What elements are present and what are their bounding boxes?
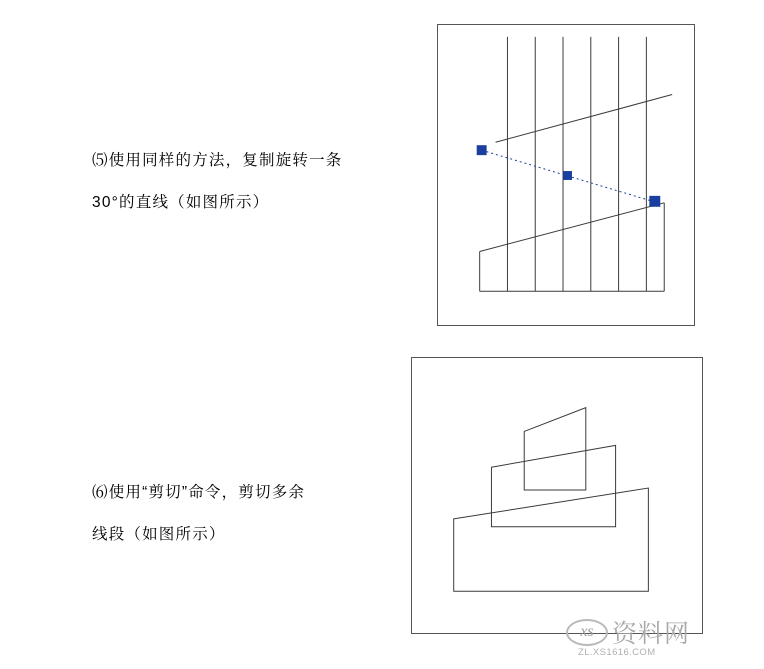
watermark-url: ZL.XS1616.COM <box>578 647 656 658</box>
grip-square[interactable] <box>649 196 660 207</box>
watermark <box>566 614 758 662</box>
upper-slant-line <box>496 95 673 143</box>
watermark-logo-group <box>566 614 690 650</box>
step-6-line-1: ⑹使用“剪切”命令，剪切多余 <box>92 484 306 501</box>
step-5-line-2: 30°的直线（如图所示） <box>92 194 270 211</box>
figure-2-drawing <box>412 358 702 633</box>
grip-square[interactable] <box>563 171 572 180</box>
watermark-brand: 资料网 <box>612 620 691 648</box>
step-6-paragraph <box>92 472 305 556</box>
step-bottom <box>454 488 649 591</box>
watermark-logo-oval: xs <box>566 619 608 646</box>
step-middle <box>491 445 615 526</box>
step-5-paragraph <box>92 140 343 224</box>
grip-square[interactable] <box>477 145 487 155</box>
step-6-line-2: 线段（如图所示） <box>92 526 226 543</box>
figure-1-frame <box>437 24 695 326</box>
figure-2-frame <box>411 357 703 634</box>
step-5-line-1: ⑸使用同样的方法，复制旋转一条 <box>92 152 343 169</box>
figure-1-drawing <box>438 25 694 325</box>
step-top <box>524 408 586 490</box>
